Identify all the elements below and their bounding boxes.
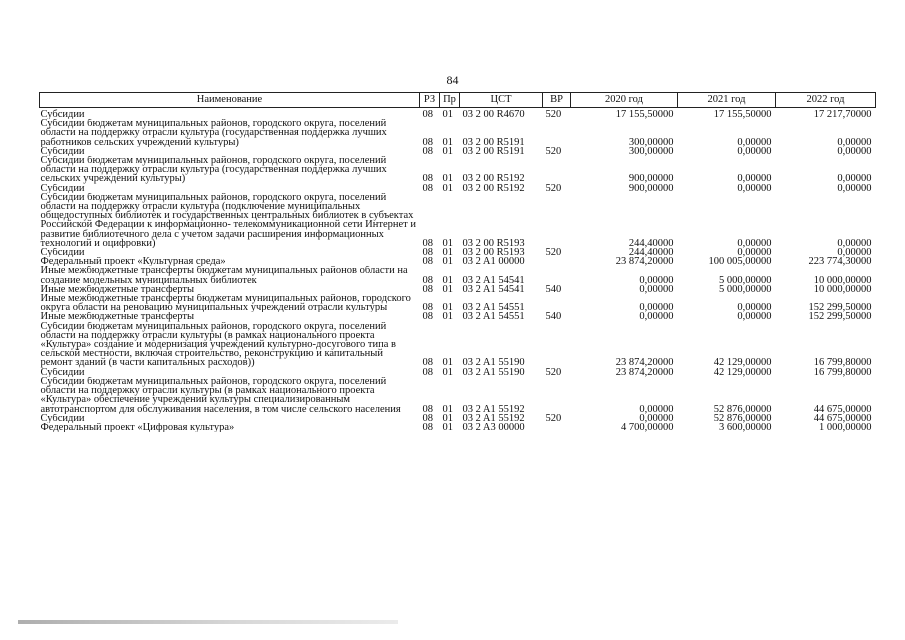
cell-2021: 0,00000 bbox=[737, 183, 772, 193]
table-row bbox=[40, 147, 876, 156]
cell-cst: 03 2 00 R5192 bbox=[462, 183, 525, 193]
cell-rz: 08 bbox=[422, 237, 433, 249]
page-number: 84 bbox=[446, 73, 459, 87]
cell-name: Субсидии бюджетам муниципальных районов, городского округа, поселений области на поддержку отрасли культура (подключение муниципальных общедоступных библиотек и государственных центральных библиотек в субъектах Российской Федерации к информационно- телекоммуникационной сети Интернет и развитие библиотечного дела с учетом задачи расширения информационных технологий и оцифровки) bbox=[40, 192, 416, 249]
cell-pr: 01 bbox=[442, 403, 453, 414]
cell-2021: 5 000,00000 bbox=[719, 274, 772, 285]
cell-cst: 03 2 A1 54551 bbox=[462, 302, 525, 313]
cell-2021: 3 600,00000 bbox=[719, 422, 772, 433]
cell-2022: 10 000,00000 bbox=[813, 274, 872, 285]
cell-cst: 03 2 A1 00000 bbox=[462, 257, 525, 267]
header-cst: ЦСТ bbox=[460, 93, 543, 108]
cell-cst: 03 2 A3 00000 bbox=[462, 422, 525, 433]
header-name: Наименование bbox=[40, 93, 420, 108]
cell-vr: 520 bbox=[545, 367, 562, 377]
cell-2022: 10 000,00000 bbox=[813, 284, 872, 295]
cell-cst: 03 2 A1 54541 bbox=[462, 284, 525, 295]
cell-rz: 08 bbox=[422, 357, 433, 368]
table-row bbox=[40, 294, 876, 312]
cell-2020: 0,00000 bbox=[639, 403, 674, 414]
cell-pr: 01 bbox=[442, 109, 453, 120]
cell-name: Федеральный проект «Цифровая культура» bbox=[40, 422, 235, 433]
cell-cst: 03 2 A1 55190 bbox=[462, 357, 525, 368]
cell-2021: 5 000,00000 bbox=[719, 284, 772, 295]
table-row bbox=[40, 312, 876, 321]
cell-vr bbox=[543, 119, 571, 147]
cell-name: Субсидии bbox=[40, 146, 85, 157]
cell-cst: 03 2 00 R5191 bbox=[462, 136, 525, 147]
cell-2022: 0,00000 bbox=[837, 248, 872, 258]
cell-2020: 23 874,20000 bbox=[615, 257, 674, 267]
table-row bbox=[40, 119, 876, 147]
cell-cst: 03 2 00 R5191 bbox=[462, 146, 525, 157]
cell-2020: 0,00000 bbox=[639, 274, 674, 285]
cell-pr: 01 bbox=[442, 413, 453, 423]
cell-rz: 08 bbox=[422, 146, 433, 157]
header-2022: 2022 год bbox=[776, 93, 876, 108]
cell-pr: 01 bbox=[442, 237, 453, 249]
cell-vr bbox=[543, 423, 571, 432]
cell-rz: 08 bbox=[422, 136, 433, 147]
cell-name: Субсидии bbox=[40, 109, 85, 120]
cell-2020: 244,40000 bbox=[628, 248, 674, 258]
cell-2022: 44 675,00000 bbox=[813, 413, 872, 423]
cell-cst: 03 2 00 R5192 bbox=[462, 173, 525, 184]
cell-name: Субсидии бюджетам муниципальных районов, городского округа, поселений области на поддержку отрасли культуры (в рамках национального проекта «Культура» создание и модернизация учреждений культурно-досугового типа в сельской местности, включая строительство, реконструкцию и капитальный ремонт зданий (в части капитальных расходов)) bbox=[40, 321, 397, 368]
cell-rz: 08 bbox=[422, 274, 433, 285]
cell-cst: 03 2 A1 54541 bbox=[462, 274, 525, 285]
cell-2021: 0,00000 bbox=[737, 248, 772, 258]
budget-table bbox=[39, 92, 876, 432]
table-row bbox=[40, 156, 876, 184]
cell-2022: 0,00000 bbox=[837, 237, 872, 249]
cell-cst: 03 2 00 R5193 bbox=[462, 248, 525, 258]
cell-2021: 42 129,00000 bbox=[713, 367, 772, 377]
cell-rz: 08 bbox=[422, 173, 433, 184]
table-row bbox=[40, 193, 876, 248]
cell-name: Федеральный проект «Культурная среда» bbox=[40, 257, 226, 267]
header-vr: ВР bbox=[543, 93, 571, 108]
cell-name: Субсидии bbox=[40, 248, 85, 258]
cell-rz: 08 bbox=[422, 284, 433, 295]
cell-name: Субсидии бюджетам муниципальных районов, городского округа, поселений области на поддержку отрасли культура (государственная поддержка лучших сельских учреждений культуры) bbox=[40, 156, 387, 184]
cell-vr bbox=[543, 377, 571, 414]
cell-2020: 0,00000 bbox=[639, 413, 674, 423]
cell-vr: 520 bbox=[545, 183, 562, 193]
table-row bbox=[40, 423, 876, 432]
cell-2021: 0,00000 bbox=[737, 312, 772, 322]
cell-2020: 900,00000 bbox=[628, 183, 674, 193]
table-row bbox=[40, 248, 876, 257]
cell-rz: 08 bbox=[422, 422, 433, 433]
cell-pr: 01 bbox=[442, 367, 453, 377]
cell-2022: 223 774,30000 bbox=[808, 257, 872, 267]
cell-cst: 03 2 A1 55192 bbox=[462, 403, 525, 414]
cell-2020: 244,40000 bbox=[628, 237, 674, 249]
cell-2022: 0,00000 bbox=[837, 183, 872, 193]
cell-pr: 01 bbox=[442, 302, 453, 313]
header-pr: Пр bbox=[440, 93, 460, 108]
cell-vr: 540 bbox=[545, 284, 562, 295]
table-row bbox=[40, 414, 876, 423]
cell-2021: 100 005,00000 bbox=[708, 257, 772, 267]
table-row bbox=[40, 266, 876, 284]
cell-2022: 1 000,00000 bbox=[819, 422, 872, 433]
cell-2020: 0,00000 bbox=[639, 312, 674, 322]
table-row bbox=[40, 285, 876, 294]
cell-vr bbox=[543, 193, 571, 248]
cell-pr: 01 bbox=[442, 183, 453, 193]
cell-2021: 52 876,00000 bbox=[713, 413, 772, 423]
table-body bbox=[40, 108, 876, 433]
cell-vr bbox=[543, 322, 571, 368]
cell-cst: 03 2 A1 55192 bbox=[462, 413, 525, 423]
header-2021: 2021 год bbox=[678, 93, 776, 108]
cell-pr: 01 bbox=[442, 274, 453, 285]
cell-pr: 01 bbox=[442, 284, 453, 295]
cell-name: Субсидии бюджетам муниципальных районов, городского округа, поселений области на поддержку отрасли культуры (в рамках национального проекта «Культура» обеспечение учреждений культуры специализированным автотранспортом для обслуживания населения, в том числе сельского населения bbox=[40, 376, 401, 414]
cell-pr: 01 bbox=[442, 248, 453, 258]
cell-pr: 01 bbox=[442, 312, 453, 322]
cell-name: Субсидии бюджетам муниципальных районов, городского округа, поселений области на поддержку отрасли культура (государственная поддержка лучших работников сельских учреждений культуры) bbox=[40, 119, 387, 147]
cell-cst: 03 2 A1 54551 bbox=[462, 312, 525, 322]
cell-pr: 01 bbox=[442, 136, 453, 147]
cell-rz: 08 bbox=[422, 183, 433, 193]
cell-vr: 520 bbox=[545, 413, 562, 423]
cell-2022: 152 299,50000 bbox=[808, 312, 872, 322]
cell-2022: 0,00000 bbox=[837, 136, 872, 147]
table-header bbox=[40, 93, 876, 108]
cell-rz: 08 bbox=[422, 109, 433, 120]
cell-2022: 0,00000 bbox=[837, 173, 872, 184]
cell-2022: 0,00000 bbox=[837, 146, 872, 157]
cell-name: Иные межбюджетные трансферты бюджетам муниципальных районов, городского округа области на реновацию муниципальных учреждений отрасли культуры bbox=[40, 294, 411, 313]
table-row bbox=[40, 184, 876, 193]
cell-2022: 152 299,50000 bbox=[808, 302, 872, 313]
cell-rz: 08 bbox=[422, 257, 433, 267]
cell-pr: 01 bbox=[442, 422, 453, 433]
table-row bbox=[40, 257, 876, 266]
cell-vr: 520 bbox=[545, 109, 562, 120]
header-2020: 2020 год bbox=[571, 93, 678, 108]
cell-rz: 08 bbox=[422, 312, 433, 322]
cell-pr: 01 bbox=[442, 173, 453, 184]
cell-rz: 08 bbox=[422, 413, 433, 423]
cell-2021: 17 155,50000 bbox=[713, 109, 772, 120]
cell-2020: 4 700,00000 bbox=[621, 422, 674, 433]
cell-rz: 08 bbox=[422, 403, 433, 414]
cell-pr: 01 bbox=[442, 257, 453, 267]
table-row bbox=[40, 377, 876, 414]
cell-name: Субсидии bbox=[40, 183, 85, 193]
cell-pr: 01 bbox=[442, 357, 453, 368]
cell-vr: 540 bbox=[545, 312, 562, 322]
cell-2020: 23 874,20000 bbox=[615, 357, 674, 368]
cell-rz: 08 bbox=[422, 302, 433, 313]
cell-2021: 0,00000 bbox=[737, 237, 772, 249]
cell-vr bbox=[543, 294, 571, 312]
table-row bbox=[40, 368, 876, 377]
cell-cst: 03 2 00 R5193 bbox=[462, 237, 525, 249]
cell-2022: 44 675,00000 bbox=[813, 403, 872, 414]
cell-rz: 08 bbox=[422, 367, 433, 377]
cell-vr: 520 bbox=[545, 248, 562, 258]
cell-rz: 08 bbox=[422, 248, 433, 258]
cell-2021: 0,00000 bbox=[737, 146, 772, 157]
header-row bbox=[40, 93, 876, 108]
cell-2021: 42 129,00000 bbox=[713, 357, 772, 368]
cell-2022: 16 799,80000 bbox=[813, 367, 872, 377]
cell-cst: 03 2 A1 55190 bbox=[462, 367, 525, 377]
cell-2020: 0,00000 bbox=[639, 302, 674, 313]
cell-name: Иные межбюджетные трансферты bbox=[40, 312, 195, 322]
cell-2020: 23 874,20000 bbox=[615, 367, 674, 377]
cell-2022: 17 217,70000 bbox=[813, 109, 872, 120]
scan-edge-rule bbox=[18, 620, 398, 624]
header-rz: РЗ bbox=[420, 93, 440, 108]
cell-2022: 16 799,80000 bbox=[813, 357, 872, 368]
cell-name: Субсидии bbox=[40, 413, 85, 423]
cell-vr bbox=[543, 156, 571, 184]
cell-2020: 0,00000 bbox=[639, 284, 674, 295]
cell-vr: 520 bbox=[545, 146, 562, 157]
cell-vr bbox=[543, 257, 571, 266]
table-row bbox=[40, 108, 876, 120]
cell-2021: 0,00000 bbox=[737, 173, 772, 184]
cell-vr bbox=[543, 266, 571, 284]
cell-name: Иные межбюджетные трансферты бюджетам муниципальных районов области на создание модельных муниципальных библиотек bbox=[40, 266, 408, 285]
cell-2020: 900,00000 bbox=[628, 173, 674, 184]
cell-2020: 300,00000 bbox=[628, 136, 674, 147]
cell-name: Субсидии bbox=[40, 367, 85, 377]
cell-2020: 300,00000 bbox=[628, 146, 674, 157]
cell-2021: 52 876,00000 bbox=[713, 403, 772, 414]
cell-2021: 0,00000 bbox=[737, 302, 772, 313]
table-row bbox=[40, 322, 876, 368]
cell-name: Иные межбюджетные трансферты bbox=[40, 284, 195, 295]
cell-pr: 01 bbox=[442, 146, 453, 157]
cell-2021: 0,00000 bbox=[737, 136, 772, 147]
cell-cst: 03 2 00 R4670 bbox=[462, 109, 525, 120]
cell-2020: 17 155,50000 bbox=[615, 109, 674, 120]
